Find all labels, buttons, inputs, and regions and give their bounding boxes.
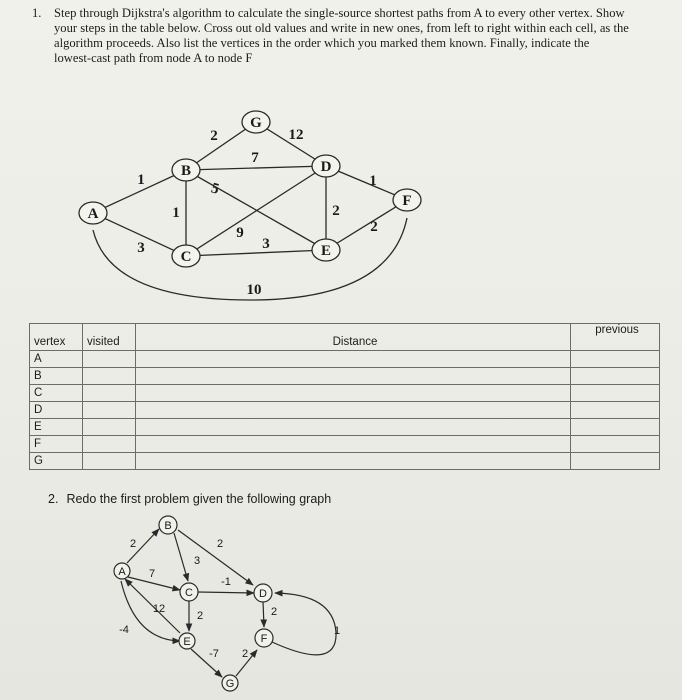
weight-d-e: 2: [332, 203, 340, 219]
previous-cell[interactable]: [571, 368, 660, 385]
header-visited: visited: [83, 324, 136, 351]
node-f-label: F: [260, 633, 268, 645]
visited-cell[interactable]: [83, 402, 136, 419]
distance-cell[interactable]: [136, 402, 571, 419]
node-e-label: E: [320, 243, 332, 259]
question-2-number: 2.: [48, 492, 59, 506]
distance-cell[interactable]: [136, 351, 571, 368]
visited-cell[interactable]: [83, 419, 136, 436]
visited-cell[interactable]: [83, 453, 136, 470]
edge-b-d: [178, 530, 253, 585]
visited-cell[interactable]: [83, 436, 136, 453]
weight-c-e: 2: [196, 610, 204, 622]
weight-e-g: -7: [209, 648, 219, 660]
graph-2: [95, 510, 355, 695]
weight-d-f: 2: [270, 606, 278, 618]
graph-1: [60, 105, 440, 305]
vertex-cell: B: [30, 368, 83, 385]
node-e-label: E: [183, 636, 191, 648]
weight-b-d: 7: [251, 150, 259, 166]
node-g-label: G: [225, 678, 235, 690]
edge-b-e: [186, 170, 326, 250]
node-b-label: B: [180, 163, 192, 179]
edge-b-d: [186, 166, 326, 170]
distance-cell[interactable]: [136, 385, 571, 402]
table-row: [30, 436, 660, 453]
weight-b-e: 5: [209, 180, 221, 198]
weight-e-f: 2: [370, 219, 378, 235]
weight-b-g: 2: [210, 128, 218, 144]
vertex-cell: A: [30, 351, 83, 368]
previous-cell[interactable]: [571, 385, 660, 402]
node-d-label: D: [259, 588, 267, 600]
edge-c-d: [198, 592, 254, 593]
vertex-cell: E: [30, 419, 83, 436]
previous-cell[interactable]: [571, 402, 660, 419]
weight-b-d: 2: [216, 538, 224, 550]
node-c-label: C: [185, 587, 193, 599]
table-row: [30, 453, 660, 470]
node-a-label: A: [118, 566, 126, 578]
weight-a-e: -4: [119, 624, 129, 636]
weight-e-a: 12: [152, 603, 166, 615]
weight-g-d: 12: [288, 127, 304, 143]
table-row: [30, 419, 660, 436]
vertex-cell: F: [30, 436, 83, 453]
weight-c-d: 9: [236, 225, 244, 241]
vertex-cell: D: [30, 402, 83, 419]
edge-d-f: [263, 601, 264, 627]
edge-f-d: [272, 593, 336, 655]
weight-a-f: 10: [246, 282, 262, 298]
previous-cell[interactable]: [571, 436, 660, 453]
weight-c-d: -1: [221, 576, 231, 588]
question-2-text: Redo the first problem given the following graph: [66, 492, 332, 506]
question-1-text: Step through Dijkstra's algorithm to calculate the single-source shortest paths from A to every other vertex. Show your steps in the table below. Cross out old values and write in new ones, from left to right within each cell, as the algorithm proceeds. Also list the vertices in the order which you marked them known. Finally, indicate the lowest-cast path from node A to node F: [54, 6, 629, 65]
visited-cell[interactable]: [83, 385, 136, 402]
question-1-number: 1.: [32, 6, 42, 20]
vertex-cell: G: [30, 453, 83, 470]
weight-g-f: 2: [241, 648, 249, 660]
question-2: [48, 492, 331, 506]
weight-a-b: 2: [129, 538, 137, 550]
dijkstra-table: [29, 323, 660, 470]
weight-c-e: 3: [262, 236, 270, 252]
node-a-label: A: [87, 206, 99, 222]
visited-cell[interactable]: [83, 368, 136, 385]
distance-cell[interactable]: [136, 419, 571, 436]
table-header-row: [30, 324, 660, 351]
node-f-label: F: [402, 193, 412, 209]
previous-cell[interactable]: [571, 419, 660, 436]
previous-cell[interactable]: [571, 453, 660, 470]
weight-d-f: 1: [369, 173, 377, 189]
weight-a-c: 7: [148, 568, 156, 580]
distance-cell[interactable]: [136, 453, 571, 470]
node-c-label: C: [180, 249, 192, 265]
distance-cell[interactable]: [136, 436, 571, 453]
previous-cell[interactable]: [571, 351, 660, 368]
distance-cell[interactable]: [136, 368, 571, 385]
header-previous: previous: [571, 324, 660, 351]
table-row: [30, 351, 660, 368]
visited-cell[interactable]: [83, 351, 136, 368]
weight-a-b: 1: [137, 172, 145, 188]
edge-b-c: [174, 533, 188, 581]
vertex-cell: C: [30, 385, 83, 402]
weight-b-c: 3: [193, 555, 201, 567]
edge-c-d: [186, 166, 326, 256]
table-row: [30, 368, 660, 385]
header-distance: Distance: [136, 324, 571, 351]
edge-a-e: [121, 581, 180, 641]
node-b-label: B: [164, 520, 172, 532]
node-g-label: G: [250, 115, 262, 131]
weight-f-d: 1: [333, 625, 341, 637]
node-d-label: D: [320, 159, 332, 175]
weight-a-c: 3: [137, 240, 145, 256]
header-vertex: vertex: [30, 324, 83, 351]
edge-c-e: [186, 250, 326, 256]
table-row: [30, 385, 660, 402]
weight-b-c: 1: [172, 205, 180, 221]
table-row: [30, 402, 660, 419]
